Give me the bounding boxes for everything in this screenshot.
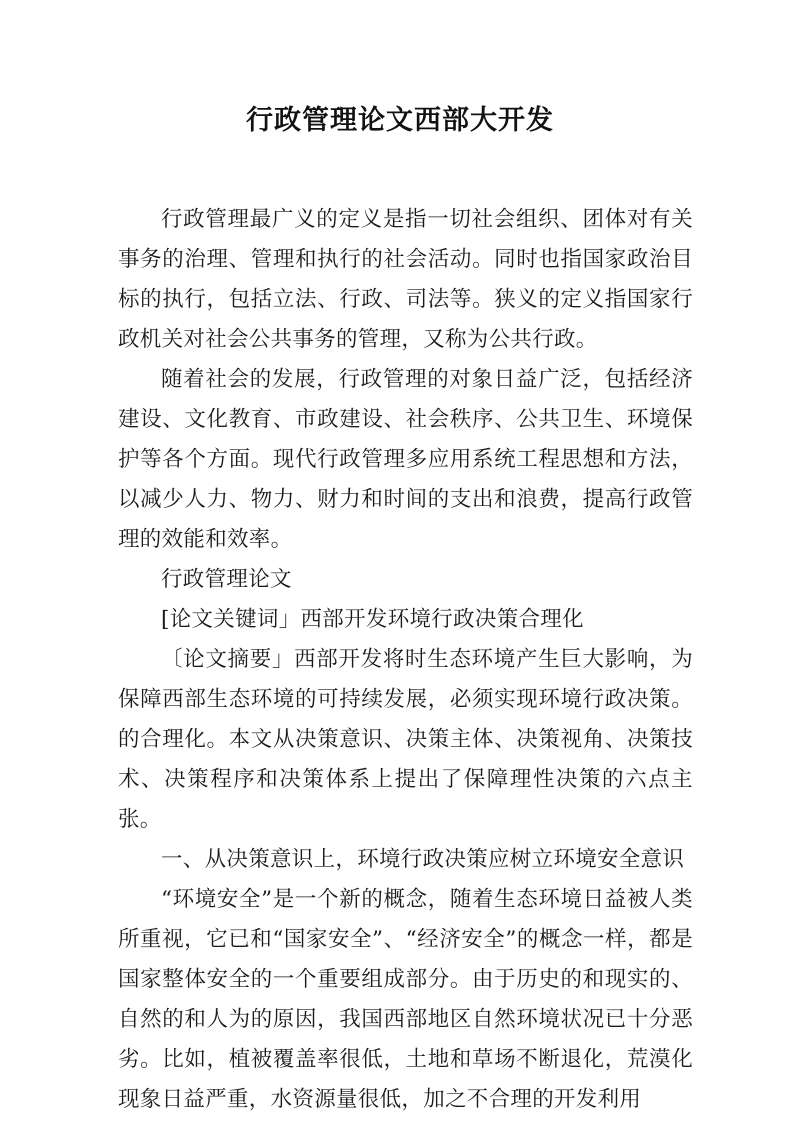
paragraph: “环境安全”是一个新的概念，随着生态环境日益被人类所重视，它已和“国家安全”、“经济安全”的概念一样，都是国家整体安全的一个重要组成部分。由于历史的和现实的、自然的和人为的原因，我国西部地区自然环境状况已十分恶劣。比如，植被覆盖率很低，土地和草场不断退化，荒漠化现象日益严重，水资源量很低，加之不合理的开发利用 bbox=[118, 887, 693, 1112]
section-heading: 一、从决策意识上，环境行政决策应树立环境安全意识 bbox=[161, 847, 685, 872]
paragraph: 行政管理最广义的定义是指一切社会组织、团体对有关事务的治理、管理和执行的社会活动。同时也指国家政治目标的执行，包括立法、行政、司法等。狭义的定义指国家行政机关对社会公共事务的管理，又称为公共行政。 bbox=[118, 207, 693, 352]
paragraph: [论文关键词」西部开发环境行政决策合理化 bbox=[161, 607, 584, 632]
paragraph: 〔论文摘要」西部开发将时生态环境产生巨大影响，为保障西部生态环境的可持续发展，必须实现环境行政决策。的合理化。本文从决策意识、决策主体、决策视角、决策技术、决策程序和决策体系上提出了保障理性决策的六点主张。 bbox=[118, 647, 693, 832]
paragraph: 随着社会的发展，行政管理的对象日益广泛，包括经济建设、文化教育、市政建设、社会秩序、公共卫生、环境保护等各个方面。现代行政管理多应用系统工程思想和方法，以减少人力、物力、财力和时间的支出和浪费，提高行政管理的效能和效率。 bbox=[118, 367, 693, 552]
document-title: 行政管理论文西部大开发 bbox=[246, 105, 554, 136]
document-body bbox=[118, 200, 693, 1120]
paragraph: 行政管理论文 bbox=[161, 567, 292, 592]
